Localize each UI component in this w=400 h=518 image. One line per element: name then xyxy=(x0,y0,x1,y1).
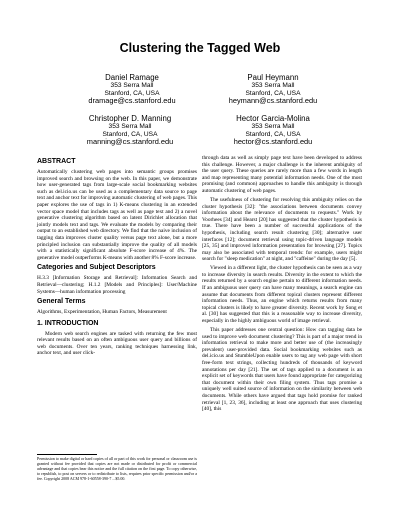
author-city: Stanford, CA, USA xyxy=(245,89,301,97)
categories-text: H.3.3 [Information Storage and Retrieval]: Information Search and Retrieval—clustering; H.1.2 [Models and Principles]: User/Machine Systems—human information processing xyxy=(37,275,197,295)
author-block-4 xyxy=(198,114,348,147)
author-name: Christopher D. Manning xyxy=(88,114,172,123)
author-city: Stanford, CA, USA xyxy=(245,130,301,138)
author-block-3 xyxy=(55,114,205,147)
author-name: Paul Heymann xyxy=(247,73,299,82)
introduction-heading: 1. INTRODUCTION xyxy=(37,319,99,327)
author-block-2 xyxy=(198,73,348,106)
permission-notice: Permission to make digital or hard copies of all or part of this work for personal or classroom use is granted without fee provided that copies are not made or distributed for profit or commercial advantage and that copies bear this notice and the full citation on the first page. To copy otherwise, to republish, to post on servers or to redistribute to lists, requires prior specific permission and/or a fee. Copyright 2008 ACM 978-1-60558-390-7 ...$5.00. xyxy=(37,456,197,481)
left-column xyxy=(37,155,197,359)
author-address: 353 Serra Mall xyxy=(251,82,295,89)
author-address: 353 Serra Mall xyxy=(110,82,154,89)
author-city: Stanford, CA, USA xyxy=(104,89,160,97)
body-paragraph: Viewed in a different light, the cluster hypothesis can be seen as a way to increase diversity in search results. Diversity in the extent to which the results returned by a search engine pertain to different information needs. If an ambiguous user query can have many meanings, a search engine can assume that documents from different topical clusters represent different information needs. Thus, an engine which returns results from many topical clusters is likely to have greater diversity. Recent work by Song et al. [30] has suggested that this is a reasonable way to increase diversity, especially in the highly ambiguous world of image retrieval. xyxy=(202,265,362,325)
author-email: dramage@cs.stanford.edu xyxy=(88,96,176,106)
author-city: Stanford, CA, USA xyxy=(102,130,158,138)
author-address: 353 Serra Mall xyxy=(108,123,152,130)
abstract-text: Automatically clustering web pages into semantic groups promises improved search and browsing on the web. In this paper, we demonstrate how user-generated tags from large-scale social bookmarking websites such as del.icio.us can be used as a complementary data source to page text and anchor text for improving automatic clustering of web pages. This paper explores the use of tags in 1) K-means clustering in an extended vector space model that includes tags as well as page text and 2) a novel generative clustering algorithm based on latent Dirichlet allocation that jointly models text and tags. We evaluate the models by comparing their output to an established web directory. We find that the naive inclusion of tagging data improves cluster quality versus page text alone, but a more principled inclusion can substantially improve the quality of all models with a statistically significant absolute F-score increase of 4%. The generative model outperforms K-means with another 8% F-score increase. xyxy=(37,169,197,261)
paper-title: Clustering the Tagged Web xyxy=(119,41,281,55)
general-terms-heading: General Terms xyxy=(37,298,86,306)
author-address: 353 Serra Mall xyxy=(251,123,295,130)
author-email: hector@cs.stanford.edu xyxy=(233,137,313,147)
author-name: Daniel Ramage xyxy=(105,73,159,82)
abstract-heading: ABSTRACT xyxy=(37,158,76,165)
categories-heading: Categories and Subject Descriptors xyxy=(37,264,156,272)
body-paragraph: The usefulness of clustering for resolving this ambiguity relies on the cluster hypothesis [32]: "the associations between documents convey information about the relevance of documents to requests." Work by Voorhees [34] and Hearst [20] has suggested that the cluster hypothesis is true. There have been a number of successful applications of the hypothesis, including search result clustering [30]; alternative user interfaces [12]; document retrieval using topic-driven language models [25, 35] and improved information presentation for browsing [27]. Topics may also be associated with temporal trends: for example, users might search for "sleep medication" at night, and "caffeine" during the day [5]. xyxy=(202,196,362,263)
general-terms-text: Algorithms, Experimentation, Human Factors, Measurement xyxy=(37,309,167,316)
body-paragraph: This paper addresses one central question: How can tagging data be used to improve web document clustering? This is part of a major trend in information retrieval to make more and better use of (the increasingly prevalent) user-provided data. Social bookmarking websites such as del.icio.us and StumbleUpon enable users to tag any web page with short free-form text strings, collecting hundreds of thousands of keyword annotations per day [21]. The set of tags applied to a document is an explicit set of keywords that users have found appropriate for categorizing that document within their own filing system. Thus tags promise a uniquely well suited source of information on the similarity between web documents. While others have argued that tags hold promise for ranked retrieval [1, 23, 36], including at least one approach that uses clustering [40], this xyxy=(202,327,362,413)
author-name: Hector Garcia-Molina xyxy=(236,114,310,123)
footnote-rule xyxy=(37,454,97,455)
introduction-text: Modern web search engines are tasked with returning the few most relevant results based on an often ambiguous user query and billions of web documents. Over ten years, ranking techniques harnessing link, anchor text, and user click- xyxy=(37,330,197,357)
author-block-1 xyxy=(57,73,207,106)
body-paragraph: through data as well as simply page text have been developed to address this challenge. However, a major challenge is the inherent ambiguity of the user query. These queries are rarely more than a few words in length and map representing many potential information needs. One of the most promising (and common) approaches to handle this ambiguity is through automatic clustering of web pages. xyxy=(202,155,362,194)
author-email: manning@cs.stanford.edu xyxy=(86,137,174,147)
right-column xyxy=(202,155,362,415)
author-email: heymann@cs.stanford.edu xyxy=(228,96,318,106)
